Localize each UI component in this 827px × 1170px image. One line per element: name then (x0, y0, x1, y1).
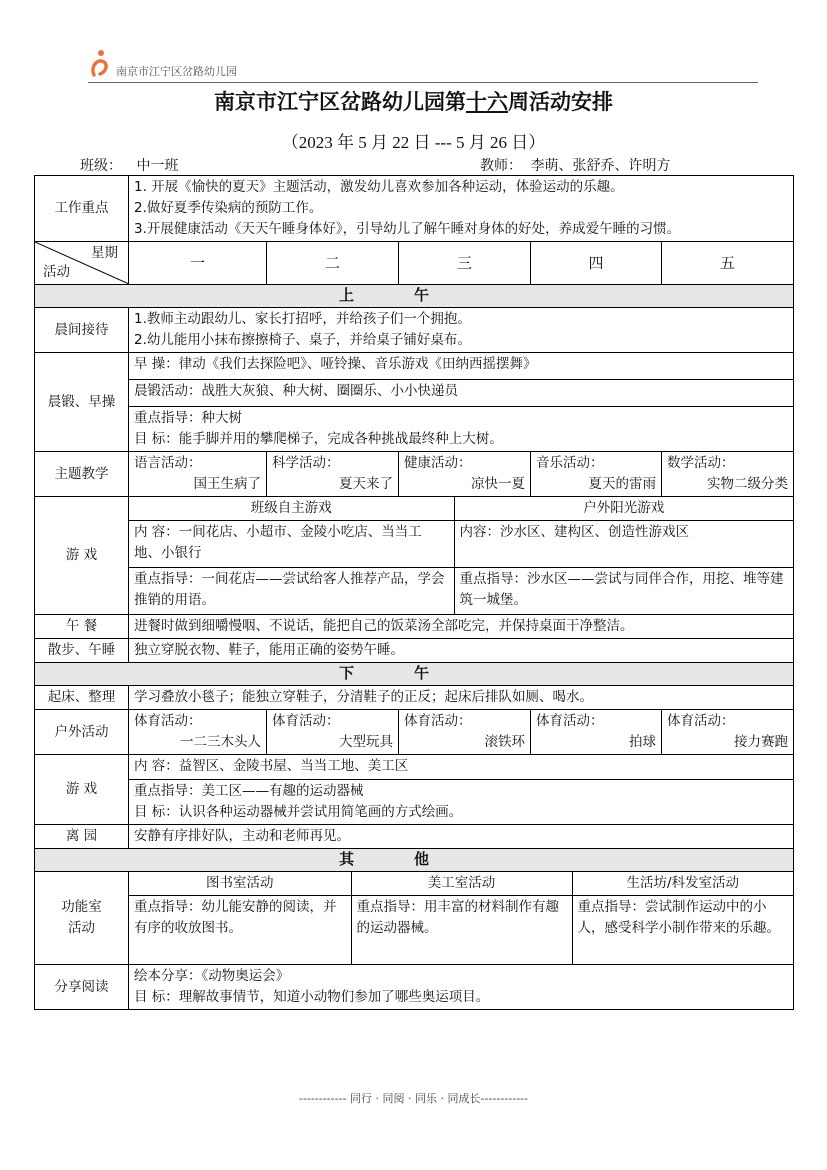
outdoor-name: 接力赛跑 (734, 734, 789, 750)
teacher-value: 李萌、张舒乔、许明方 (526, 155, 742, 176)
theme-item (399, 452, 531, 497)
outdoor-item (399, 710, 531, 755)
theme-item (662, 452, 794, 497)
section-other: 其他 (35, 849, 794, 872)
pm-games-goal: 目 标：认识各种运动器械并尝试用简笔画的方式绘画。 (134, 804, 463, 820)
library-header: 图书室活动 (206, 875, 274, 891)
day-friday: 五 (662, 242, 794, 285)
outdoor-type: 体育活动： (272, 713, 340, 729)
section-afternoon: 下午 (35, 663, 794, 686)
diagonal-header-cell (35, 242, 129, 285)
outdoor-item (129, 710, 267, 755)
outdoor-item (662, 710, 794, 755)
theme-type: 音乐活动： (536, 455, 604, 471)
art-room-header: 美工室活动 (351, 872, 572, 896)
school-name: 南京市江宁区岔路幼儿园 (116, 65, 237, 78)
day-monday: 一 (129, 242, 267, 285)
teacher-label: 教师： (480, 158, 522, 174)
exercise-activities: 晨锻活动：战胜大灰狼、种大树、圈圈乐、小小快递员 (129, 380, 793, 407)
row-label: 午 餐 (35, 615, 129, 639)
outdoor-games-guidance: 重点指导：沙水区——尝试与同伴合作，用挖、堆等建筑一城堡。 (454, 568, 793, 615)
rooms-content (129, 872, 794, 965)
footer-slogan: ------------ 同行 · 同阅 · 同乐 · 同成长------------ (298, 1092, 529, 1105)
outdoor-item (267, 710, 399, 755)
class-games-content: 内 容：一间花店、小超市、金陵小吃店、当当工地、小银行 (129, 521, 454, 568)
outdoor-type: 体育活动： (667, 713, 735, 729)
day-header-row (35, 242, 794, 285)
exercise-row (35, 353, 794, 452)
theme-type: 健康活动： (404, 455, 472, 471)
reading-row (35, 965, 794, 1010)
row-label: 主题教学 (35, 452, 129, 497)
science-room-content: 重点指导：尝试制作运动中的小人，感受科学小制作带来的乐趣。 (572, 896, 793, 965)
focus-line: 1. 开展《愉快的夏天》主题活动，激发幼儿喜欢参加各种运动，体验运动的乐趣。 (134, 179, 624, 195)
outdoor-type: 体育活动： (536, 713, 604, 729)
theme-name: 国王生病了 (193, 476, 261, 492)
pm-games-guidance (129, 780, 793, 825)
outdoor-row (35, 710, 794, 755)
week-number: 十六 (466, 89, 508, 114)
outdoor-games-content: 内容：沙水区、建构区、创造性游戏区 (454, 521, 793, 568)
wake-row (35, 686, 794, 710)
row-label: 分享阅读 (35, 965, 129, 1010)
section-morning: 上午 (35, 285, 794, 308)
outdoor-type: 体育活动： (404, 713, 472, 729)
pm-games-content (129, 755, 794, 825)
exercise-inner (129, 353, 793, 451)
exercise-guidance (129, 407, 793, 452)
reception-line: 1.教师主动跟幼儿、家长打招呼，并给孩子们一个拥抱。 (134, 311, 471, 327)
row-label: 起床、整理 (35, 686, 129, 710)
school-logo (88, 48, 114, 78)
row-label: 晨间接待 (35, 308, 129, 353)
row-label: 散步、午睡 (35, 639, 129, 663)
row-label: 离 园 (35, 825, 129, 849)
class-games-header: 班级自主游戏 (250, 500, 332, 516)
exercise-content (129, 353, 794, 452)
title-suffix: 周活动安排 (508, 89, 613, 114)
leave-content: 安静有序排好队，主动和老师再见。 (129, 825, 794, 849)
theme-name: 夏天的雷雨 (588, 476, 656, 492)
wake-content: 学习叠放小毯子；能独立穿鞋子，分清鞋子的正反；起床后排队如厕、喝水。 (129, 686, 794, 710)
outdoor-name: 大型玩具 (339, 734, 393, 750)
rooms-label-line1: 功能室 (61, 899, 102, 915)
day-thursday: 四 (531, 242, 662, 285)
page-title (0, 86, 827, 116)
corner-activity: 活动 (43, 264, 70, 280)
date-range: （2023 年 5 月 22 日 --- 5 月 26 日） (281, 133, 546, 152)
row-label: 工作重点 (35, 176, 129, 242)
header-divider (88, 82, 758, 83)
pm-games-inner (129, 755, 793, 824)
theme-item (531, 452, 662, 497)
class-value: 中一班 (126, 155, 241, 176)
am-games-content (129, 497, 794, 615)
row-label: 户外活动 (35, 710, 129, 755)
theme-row (35, 452, 794, 497)
reading-goal: 目 标：理解故事情节，知道小动物们参加了哪些奥运项目。 (134, 989, 490, 1005)
day-wednesday: 三 (399, 242, 531, 285)
pm-games-focus: 重点指导：美工区——有趣的运动器械 (134, 783, 364, 799)
row-label (35, 872, 129, 965)
am-games-inner (129, 497, 793, 614)
library-content: 重点指导：幼儿能安静的阅读，并有序的收放图书。 (129, 896, 351, 965)
reading-book: 绘本分享：《动物奥运会》 (134, 968, 290, 984)
reception-row (35, 308, 794, 353)
exercise-morning: 早 操：律动《我们去探险吧》、哑铃操、音乐游戏《田纳西摇摆舞》 (134, 356, 537, 372)
outdoor-games-header: 户外阳光游戏 (454, 497, 793, 521)
exercise-focus: 重点指导：种大树 (134, 410, 242, 426)
reception-content (129, 308, 794, 353)
theme-name: 夏天来了 (339, 476, 393, 492)
leave-row (35, 825, 794, 849)
theme-type: 科学活动： (272, 455, 340, 471)
class-info (80, 155, 241, 176)
theme-item (129, 452, 267, 497)
reading-content (129, 965, 794, 1010)
focus-line: 2.做好夏季传染病的预防工作。 (134, 200, 323, 216)
schedule-table (34, 175, 794, 1010)
nap-row (35, 639, 794, 663)
pm-games-row (35, 755, 794, 825)
focus-row (35, 176, 794, 242)
corner-weekday: 星期 (91, 245, 118, 261)
outdoor-type: 体育活动： (134, 713, 202, 729)
lunch-content: 进餐时做到细嚼慢咽、不说话，能把自己的饭菜汤全部吃完，并保持桌面干净整洁。 (129, 615, 794, 639)
theme-item (267, 452, 399, 497)
nap-content: 独立穿脱衣物、鞋子，能用正确的姿势午睡。 (129, 639, 794, 663)
rooms-inner (129, 872, 793, 964)
am-games-row (35, 497, 794, 615)
outdoor-name: 一二三木头人 (180, 734, 261, 750)
row-label: 游 戏 (35, 497, 129, 615)
reception-line: 2.幼儿能用小抹布擦擦椅子、桌子，并给桌子铺好桌布。 (134, 332, 471, 348)
title-prefix: 南京市江宁区岔路幼儿园第 (214, 89, 466, 114)
class-games-guidance: 重点指导：一间花店——尝试给客人推荐产品，学会推销的用语。 (129, 568, 454, 615)
page-header (88, 48, 758, 84)
theme-name: 实物二级分类 (707, 476, 789, 492)
theme-type: 语言活动： (134, 455, 202, 471)
focus-content (129, 176, 794, 242)
pm-games-areas: 内 容：益智区、金陵书屋、当当工地、美工区 (134, 758, 409, 774)
outdoor-name: 拍球 (629, 734, 656, 750)
row-label: 游 戏 (35, 755, 129, 825)
outdoor-item (531, 710, 662, 755)
day-tuesday: 二 (267, 242, 399, 285)
teacher-info (480, 155, 742, 176)
lunch-row (35, 615, 794, 639)
theme-type: 数学活动： (667, 455, 735, 471)
rooms-label-line2: 活动 (68, 920, 95, 936)
focus-line: 3.开展健康活动《天天午睡身体好》，引导幼儿了解午睡对身体的好处，养成爱午睡的习惯。 (134, 221, 681, 237)
exercise-goal: 目 标：能手脚并用的攀爬梯子，完成各种挑战最终种上大树。 (134, 431, 503, 447)
science-room-header: 生活坊/科发室活动 (572, 872, 793, 896)
class-label: 班级： (80, 158, 122, 174)
outdoor-name: 滚铁环 (484, 734, 525, 750)
rooms-row (35, 872, 794, 965)
art-room-content: 重点指导：用丰富的材料制作有趣的运动器械。 (351, 896, 572, 965)
theme-name: 凉快一夏 (471, 476, 525, 492)
row-label: 晨锻、早操 (35, 353, 129, 452)
